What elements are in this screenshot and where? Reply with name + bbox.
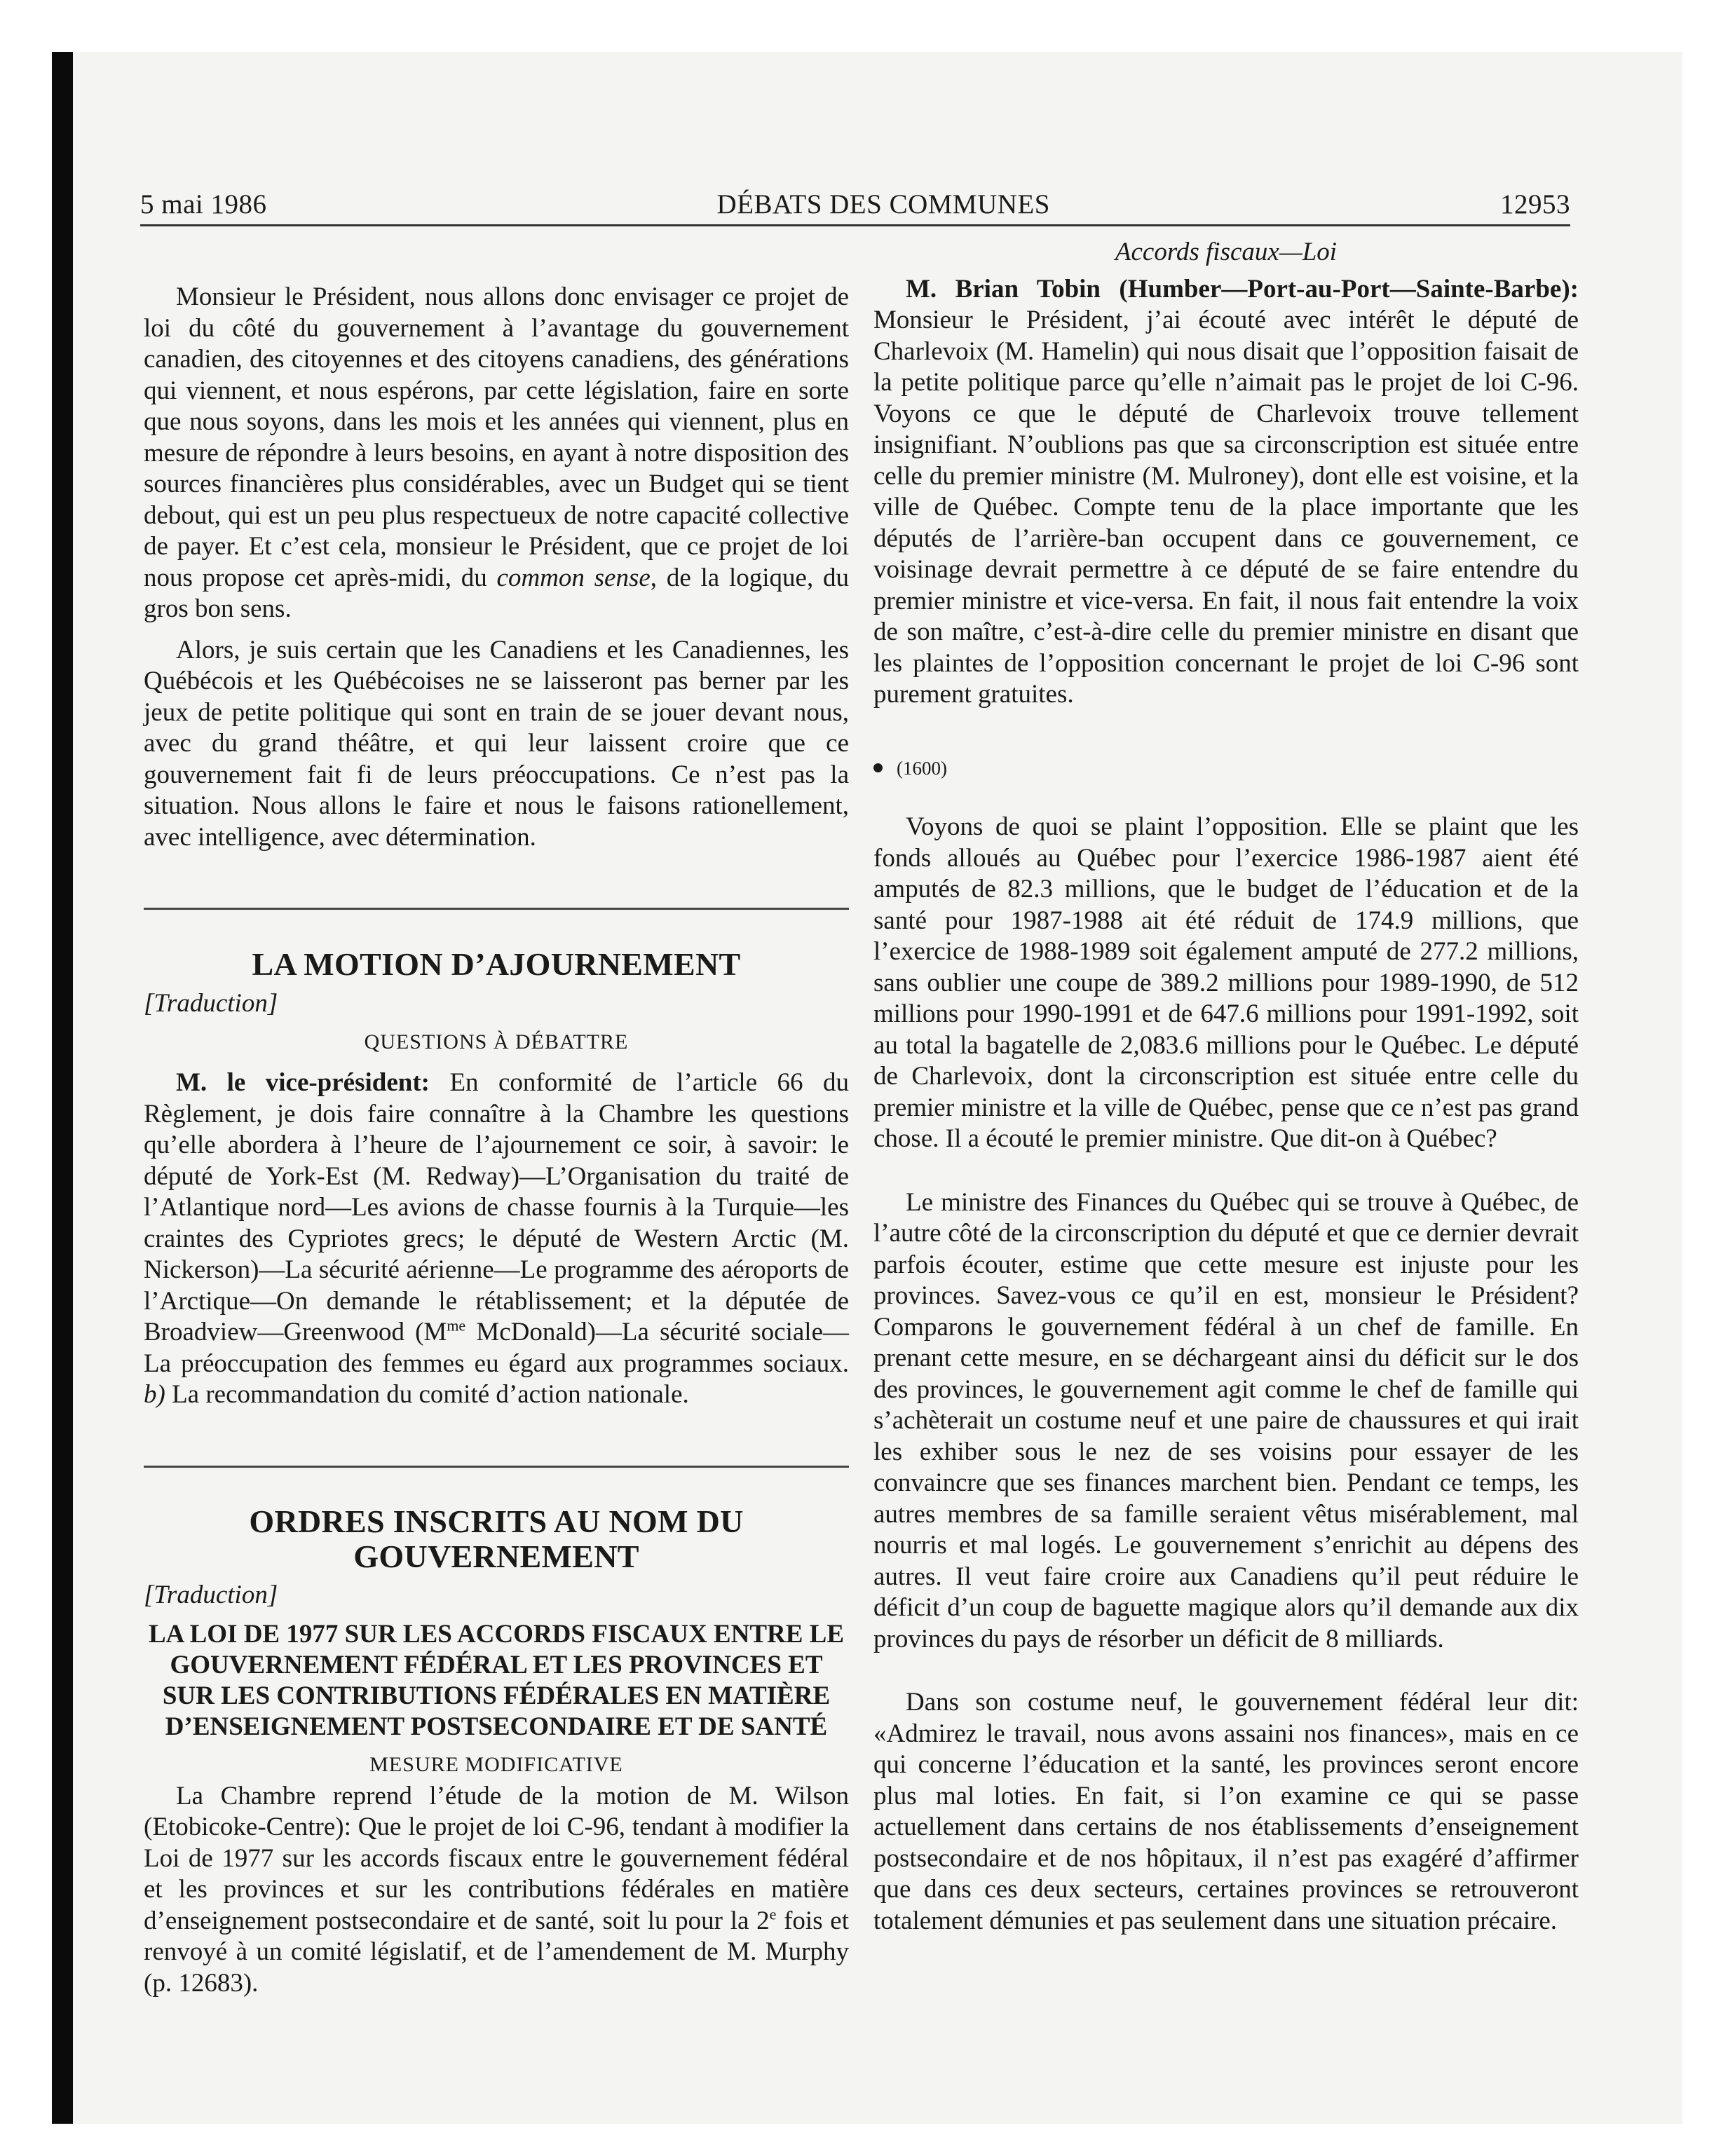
page-header [140,181,1570,226]
left-column [144,231,849,1999]
translation-note: [Traduction] [144,989,278,1018]
paragraph-ministre: Le ministre des Finances du Québec qui se trouve à Québec, de l’autre côté de la circonscription du député et que ce dernier devrait parfois écouter, estime que cette mesure est injuste pour les provinces. Savez-vous ce qu’il en est, monsieur le Président? Comparons le gouvernement fédéral à un chef de famille. En prenant cette mesure, en se déchargeant ainsi du déficit sur le dos des provinces, le gouvernement agit comme le chef de famille qui s’achèterait un costume neuf et une paire de chaussures et qui irait les exhiber sous le nez de ses voisins pour essayer de les convaincre que ses finances marchent bien. Pendant ce temps, les autres membres de sa famille seraient vêtus misérablement, mal nourris et mal logés. Le gouvernement s’enrichit au dépens des autres. Il veut faire croire aux Canadiens qu’il peut réduire le déficit d’un coup de baguette magique alors qu’il demande aux dix provinces du pays de résorber un déficit de 8 milliards. [873,1187,1579,1653]
paragraph-tobin: M. Brian Tobin (Humber—Port-au-Port—Sainte-Barbe): Monsieur le Président, j’ai écouté avec intérêt le député de Charlevoix (M. Hamelin) qui nous disait que l’opposition faisait de la petite politique parce qu’elle n’aimait pas le projet de loi C-96. Voyons ce que le député de Charlevoix trouve tellement insignifiant. N’oublions pas que sa circonscription est située entre celle du premier ministre (M. Mulroney), dont elle est voisine, et la ville de Québec. Compte tenu de la place importante que les députés de l’arrière-ban occupent dans ce gouvernement, ce voisinage devrait permettre à ce député de se faire entendre du premier ministre et vice-versa. En fait, il nous fait entendre la voix de son maître, c’est-à-dire celle du premier ministre en disant que les plaintes de l’opposition concernant le projet de loi C-96 sont purement gratuites. [873,274,1579,709]
bullet-icon [873,763,883,772]
amendment-label: MESURE MODIFICATIVE [369,1753,623,1776]
paragraph-vice-president: M. le vice-président: En conformité de l’article 66 du Règlement, je dois faire connaître à la Chambre les questions qu’elle abordera à l’heure de l’ajournement ce soir, à savoir: le député de York-Est (M. Redway)—L’Organisation du traité de l’Atlantique nord—Les avions de chasse fournis à la Turquie—les craintes des Cypriotes grecs; le député de Western Arctic (M. Nickerson)—La sécurité aérienne—Le programme des aéroports de l’Arctique—On demande le rétablissement; et la députée de Broadview—Greenwood ($M^{me}$ McDonald)—La sécurité sociale—La préoccupation des femmes eu égard aux programmes sociaux. b) La recommandation du comité d’action nationale. [144,1068,849,1409]
bill-title: LA LOI DE 1977 SUR LES ACCORDS FISCAUX ENTRE LE GOUVERNEMENT FÉDÉRAL ET LES PROVINCES ET SUR LES CONTRIBUTIONS FÉDÉRALES EN MATIÈRE D’ENSEIGNEMENT POSTSECONDAIRE ET DE SANTÉ [148,1620,845,1741]
right-column [873,231,1579,1937]
time-marker: (1600) [873,753,1579,784]
speaker-tobin: M. Brian Tobin (Humber—Port-au-Port—Sainte-Barbe): [906,274,1579,303]
questions-label: QUESTIONS À DÉBATTRE [364,1030,629,1053]
header-page-number: 12953 [1499,189,1570,219]
paragraph-canadiens: Alors, je suis certain que les Canadiens et les Canadiennes, les Québécois et les Québécoises ne se laisseront pas berner par les jeux de petite politique qui sont en train de se jouer devant nous, avec du grand théâtre, et qui leur laissent croire que ce gouvernement fait fi de leurs préoccupations. Ce n’est pas la situation. Nous allons le faire et nous le faisons rationellement, avec intelligence, avec détermination. [144,635,849,852]
translation-note: [Traduction] [144,1580,278,1609]
speaker-vice-president: M. le vice-président: [176,1068,430,1097]
paragraph-resume-study: La Chambre reprend l’étude de la motion de M. Wilson (Etobicoke-Centre): Que le projet de loi C-96, tendant à modifier la Loi de 1977 sur les accords fiscaux entre le gouvernement fédéral et les provinces et sur les contributions fédérales en matière d’enseignement postsecondaire et de santé, soit lu pour la 2e fois et renvoyé à un comité législatif, et de l’amendement de M. Murphy (p. 12683). [144,1781,850,1998]
scan-edge-shadow [52,52,73,2124]
section-rubric: Accords fiscaux—Loi [1115,238,1338,266]
header-title: DÉBATS DES COMMUNES [716,189,1050,219]
heading-adjournment: LA MOTION D’AJOURNEMENT [252,946,741,982]
italic-common-sense: common sense [496,563,651,592]
section-divider [144,1466,849,1468]
paragraph-costume: Dans son costume neuf, le gouvernement fédéral leur dit: «Admirez le travail, nous avons assaini nos finances», mais en ce qui concerne l’éducation et la santé, les provinces seront encore plus mal loties. En fait, si l’on examine ce qui se passe actuellement dans certains de nos établissements d’enseignement postsecondaire et de nos hôpitaux, il n’est pas exagéré d’affirmer que dans ces deux secteurs, certaines provinces se retrouveront totalement démunies et pas seulement dans une situation précaire. [873,1688,1579,1935]
heading-government-orders: ORDRES INSCRITS AU NOM DU GOUVERNEMENT [249,1503,744,1574]
header-date: 5 mai 1986 [140,189,267,219]
paragraph-budget: Monsieur le Président, nous allons donc envisager ce projet de loi du côté du gouvernement à l’avantage du gouvernement canadien, des citoyennes et des citoyens canadiens, des générations qui viennent, et nous espérons, par cette législation, faire en sorte que nous soyons, dans les mois et les années qui viennent, plus en mesure de répondre à leurs besoins, en ayant à notre disposition des sources financières plus considérables, avec un Budget qui se tient debout, qui est un peu plus respectueux de notre capacité collective de payer. Et c’est cela, monsieur le Président, que ce projet de loi nous propose cet après-midi, du common sense, de la logique, du gros bon sens. [144,282,849,623]
section-divider [144,908,849,910]
paragraph-opposition: Voyons de quoi se plaint l’opposition. Elle se plaint que les fonds alloués au Québec pour l’exercice 1986-1987 aient été amputés de 82.3 millions, que le budget de l’éducation et de la santé pour 1987-1988 ait été réduit de 174.9 millions, que l’exercice de 1988-1989 soit également amputé de 277.2 millions, sans oublier une coupe de 389.2 millions pour 1989-1990, de 512 millions pour 1990-1991 et de 647.6 millions pour 1991-1992, soit au total la bagatelle de 2,083.6 millions pour le Québec. Le député de Charlevoix, dont la circonscription est située entre celle du premier ministre et la ville de Québec, pense que ce n’est pas grand chose. Il a écouté le premier ministre. Que dit-on à Québec? [873,812,1579,1153]
